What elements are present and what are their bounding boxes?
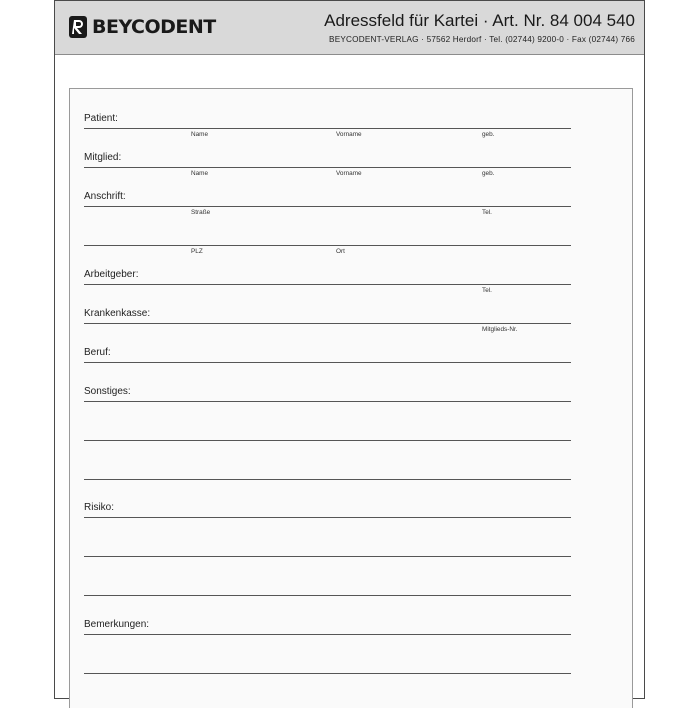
sonstiges-line-1[interactable] xyxy=(84,401,571,402)
mitglied-vorname-caption: Vorname xyxy=(336,170,362,177)
sonstiges-line-3[interactable] xyxy=(84,479,571,480)
arbeitgeber-label: Arbeitgeber: xyxy=(84,269,139,280)
form-sheet xyxy=(54,0,645,699)
anschrift-line-2[interactable] xyxy=(84,245,571,246)
patient-vorname-caption: Vorname xyxy=(336,131,362,138)
brand-name: BEYCODENT xyxy=(92,16,216,38)
krankenkasse-label: Krankenkasse: xyxy=(84,308,151,319)
patient-label: Patient: xyxy=(84,113,118,124)
anschrift-strasse-caption: Straße xyxy=(191,209,211,216)
anschrift-ort-caption: Ort xyxy=(336,248,345,255)
brand-logo xyxy=(69,16,216,38)
risiko-line-2[interactable] xyxy=(84,556,571,557)
anschrift-line[interactable] xyxy=(84,206,571,207)
beycodent-logo-icon xyxy=(69,16,87,38)
mitglied-geb-caption: geb. xyxy=(482,170,495,177)
anschrift-label: Anschrift: xyxy=(84,191,126,202)
mitglied-name-caption: Name xyxy=(191,170,209,177)
anschrift-plz-caption: PLZ xyxy=(191,248,203,255)
patient-line[interactable] xyxy=(84,128,571,129)
risiko-line-1[interactable] xyxy=(84,517,571,518)
bemerkungen-line-1[interactable] xyxy=(84,634,571,635)
patient-name-caption: Name xyxy=(191,131,209,138)
mitglied-line[interactable] xyxy=(84,167,571,168)
arbeitgeber-tel-caption: Tel. xyxy=(482,287,492,294)
beruf-label: Beruf: xyxy=(84,347,111,358)
form-title: Adressfeld für Kartei · Art. Nr. 84 004 540 xyxy=(324,11,635,30)
anschrift-tel-caption: Tel. xyxy=(482,209,492,216)
form-header xyxy=(55,1,644,55)
address-field-frame xyxy=(69,88,633,708)
beruf-line[interactable] xyxy=(84,362,571,363)
sonstiges-line-2[interactable] xyxy=(84,440,571,441)
krankenkasse-line[interactable] xyxy=(84,323,571,324)
arbeitgeber-line[interactable] xyxy=(84,284,571,285)
patient-geb-caption: geb. xyxy=(482,131,495,138)
bemerkungen-line-2[interactable] xyxy=(84,673,571,674)
sonstiges-label: Sonstiges: xyxy=(84,386,131,397)
risiko-line-3[interactable] xyxy=(84,595,571,596)
risiko-label: Risiko: xyxy=(84,502,115,513)
krankenkasse-mitglieds-nr-caption: Mitglieds-Nr. xyxy=(482,326,518,333)
publisher-info: BEYCODENT-VERLAG · 57562 Herdorf · Tel. (02744) 9200-0 · Fax (02744) 766 xyxy=(329,35,635,44)
mitglied-label: Mitglied: xyxy=(84,152,122,163)
bemerkungen-label: Bemerkungen: xyxy=(84,619,150,630)
